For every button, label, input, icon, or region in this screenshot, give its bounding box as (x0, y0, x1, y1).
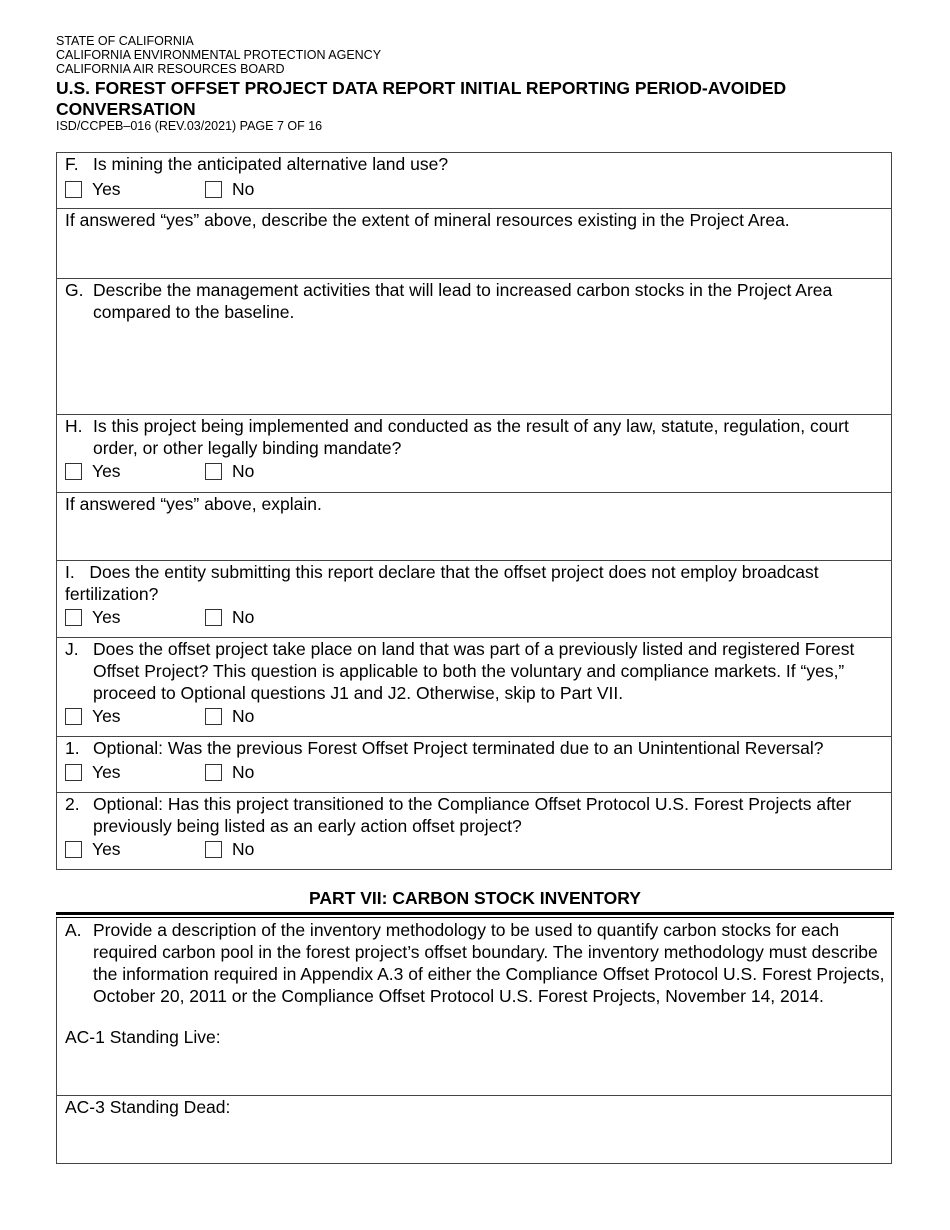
question-g (65, 279, 885, 323)
part-vii-a-text: Provide a description of the inventory methodology to be used to quantify carbon stocks for each required carbon pool in the forest project’s offset boundary. The inventory methodology must describe the information required in Appendix A.3 of either the Compliance Offset Protocol U.S. Forest Projects, October 20, 2011 or the Compliance Offset Protocol U.S. Forest Projects, November 14, 2014. (93, 920, 885, 1006)
form-title: U.S. FOREST OFFSET PROJECT DATA REPORT INITIAL REPORTING PERIOD-AVOIDED CONVERSATION (56, 78, 787, 119)
yes-label: Yes (92, 607, 121, 627)
board-name: CALIFORNIA AIR RESOURCES BOARD (56, 62, 285, 76)
checkbox[interactable] (65, 764, 82, 781)
question-j2-section (56, 793, 892, 870)
checkbox[interactable] (65, 609, 82, 626)
no-label: No (232, 706, 255, 726)
question-i-section (56, 561, 892, 638)
part-vii-question-a (65, 919, 885, 1007)
question-j1-label: 1. (65, 738, 80, 758)
question-f-label: F. (65, 154, 79, 174)
question-h-followup (65, 493, 885, 515)
question-h (65, 415, 885, 459)
ac3-field (65, 1096, 885, 1118)
question-j-text: Does the offset project take place on land that was part of a previously listed and registered Forest Offset Project? This question is applicable to both the voluntary and compliance markets. If “yes,” proceed to Optional questions J1 and J2. Otherwise, skip to Part VII. (93, 639, 855, 703)
no-label: No (232, 179, 255, 199)
yes-label: Yes (92, 179, 121, 199)
question-j2-text: Optional: Has this project transitioned to the Compliance Offset Protocol U.S. Forest Projects after previously being listed as an early action offset project? (93, 794, 852, 836)
question-j (65, 638, 885, 704)
question-g-section[interactable] (56, 279, 892, 415)
question-f-followup (65, 209, 885, 231)
checkbox[interactable] (205, 764, 222, 781)
question-i-label: I. (65, 562, 75, 582)
question-f-followup-text: If answered “yes” above, describe the extent of mineral resources existing in the Project Area. (65, 210, 790, 230)
question-j-label: J. (65, 639, 79, 659)
question-h-section (56, 415, 892, 493)
yes-label: Yes (92, 839, 121, 859)
ac1-label: AC-1 Standing Live: (65, 1027, 221, 1047)
question-j1-text: Optional: Was the previous Forest Offset Project terminated due to an Unintentional Reversal? (93, 738, 824, 758)
question-f-section (56, 152, 892, 209)
agency-name: CALIFORNIA ENVIRONMENTAL PROTECTION AGENCY (56, 48, 382, 62)
question-f-followup-section[interactable] (56, 209, 892, 279)
yes-label: Yes (92, 461, 121, 481)
question-j2-label: 2. (65, 794, 80, 814)
checkbox[interactable] (65, 708, 82, 725)
question-g-text: Describe the management activities that will lead to increased carbon stocks in the Project Area compared to the baseline. (93, 280, 833, 322)
section-divider (56, 912, 894, 915)
part-vii-a-section[interactable] (56, 918, 892, 1096)
checkbox[interactable] (205, 181, 222, 198)
no-label: No (232, 762, 255, 782)
yes-label: Yes (92, 762, 121, 782)
question-i-text: Does the entity submitting this report declare that the offset project does not employ broadcast fertilization? (65, 562, 819, 604)
question-h-followup-text: If answered “yes” above, explain. (65, 494, 322, 514)
ac3-section[interactable] (56, 1096, 892, 1164)
question-j-section (56, 638, 892, 737)
question-j2 (65, 793, 885, 837)
question-h-label: H. (65, 416, 83, 436)
question-g-label: G. (65, 280, 84, 300)
question-f-text: Is mining the anticipated alternative land use? (93, 154, 449, 174)
ac3-label: AC-3 Standing Dead: (65, 1097, 231, 1117)
question-h-text: Is this project being implemented and conducted as the result of any law, statute, regulation, court order, or other legally binding mandate? (93, 416, 849, 458)
question-j1 (65, 737, 885, 759)
checkbox[interactable] (205, 841, 222, 858)
ac1-field (65, 1026, 885, 1048)
part-vii-title: PART VII: CARBON STOCK INVENTORY (309, 888, 641, 908)
checkbox[interactable] (65, 841, 82, 858)
part-vii-a-label: A. (65, 920, 82, 940)
state-name: STATE OF CALIFORNIA (56, 34, 194, 48)
checkbox[interactable] (65, 463, 82, 480)
question-j1-section (56, 737, 892, 793)
question-i (65, 561, 885, 605)
no-label: No (232, 839, 255, 859)
yes-label: Yes (92, 706, 121, 726)
checkbox[interactable] (205, 708, 222, 725)
form-number: ISD/CCPEB–016 (REV.03/2021) PAGE 7 OF 16 (56, 119, 323, 133)
no-label: No (232, 461, 255, 481)
checkbox[interactable] (205, 463, 222, 480)
checkbox[interactable] (65, 181, 82, 198)
question-f (65, 153, 885, 175)
checkbox[interactable] (205, 609, 222, 626)
no-label: No (232, 607, 255, 627)
question-h-followup-section[interactable] (56, 493, 892, 561)
